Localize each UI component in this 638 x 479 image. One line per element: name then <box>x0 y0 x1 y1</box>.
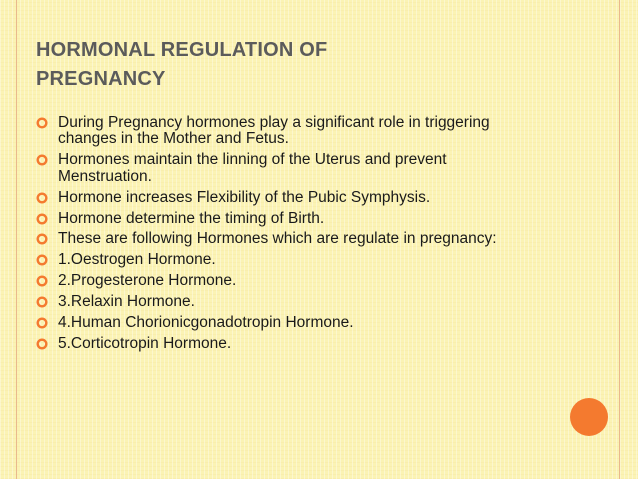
list-item <box>36 273 536 289</box>
list-item <box>36 294 536 310</box>
bullet-text: 4.Human Chorionicgonadotropin Hormone. <box>58 314 354 332</box>
list-item <box>36 211 536 227</box>
bullet-text: 1.Oestrogen Hormone. <box>58 251 216 269</box>
list-item <box>36 231 536 247</box>
hollow-circle-bullet-icon <box>36 117 48 129</box>
hollow-circle-bullet-icon <box>36 213 48 225</box>
list-item <box>36 190 536 206</box>
bullet-text: Hormones maintain the linning of the Uterus and prevent Menstruation. <box>58 151 447 185</box>
hollow-circle-bullet-icon <box>36 338 48 350</box>
hollow-circle-bullet-icon <box>36 275 48 287</box>
orange-circle-decoration <box>570 398 608 436</box>
list-item <box>36 315 536 331</box>
hollow-circle-bullet-icon <box>36 254 48 266</box>
bullet-text: 3.Relaxin Hormone. <box>58 293 195 311</box>
list-item <box>36 152 536 185</box>
hollow-circle-bullet-icon <box>36 154 48 166</box>
list-item <box>36 252 536 268</box>
hollow-circle-bullet-icon <box>36 296 48 308</box>
hollow-circle-bullet-icon <box>36 317 48 329</box>
hollow-circle-bullet-icon <box>36 233 48 245</box>
list-item <box>36 336 536 352</box>
list-item <box>36 115 536 148</box>
bullet-text: Hormone determine the timing of Birth. <box>58 209 325 227</box>
bullet-text: Hormone increases Flexibility of the Pubic Symphysis. <box>58 188 431 206</box>
slide-title: HORMONAL REGULATION OF PREGNANCY <box>36 39 328 90</box>
bullet-list <box>36 115 536 357</box>
hollow-circle-bullet-icon <box>36 192 48 204</box>
bullet-text: These are following Hormones which are regulate in pregnancy: <box>58 230 497 248</box>
bullet-text: During Pregnancy hormones play a significant role in triggering changes in the Mother and Fetus. <box>58 114 490 148</box>
bullet-text: 2.Progesterone Hormone. <box>58 272 237 290</box>
bullet-text: 5.Corticotropin Hormone. <box>58 334 232 352</box>
